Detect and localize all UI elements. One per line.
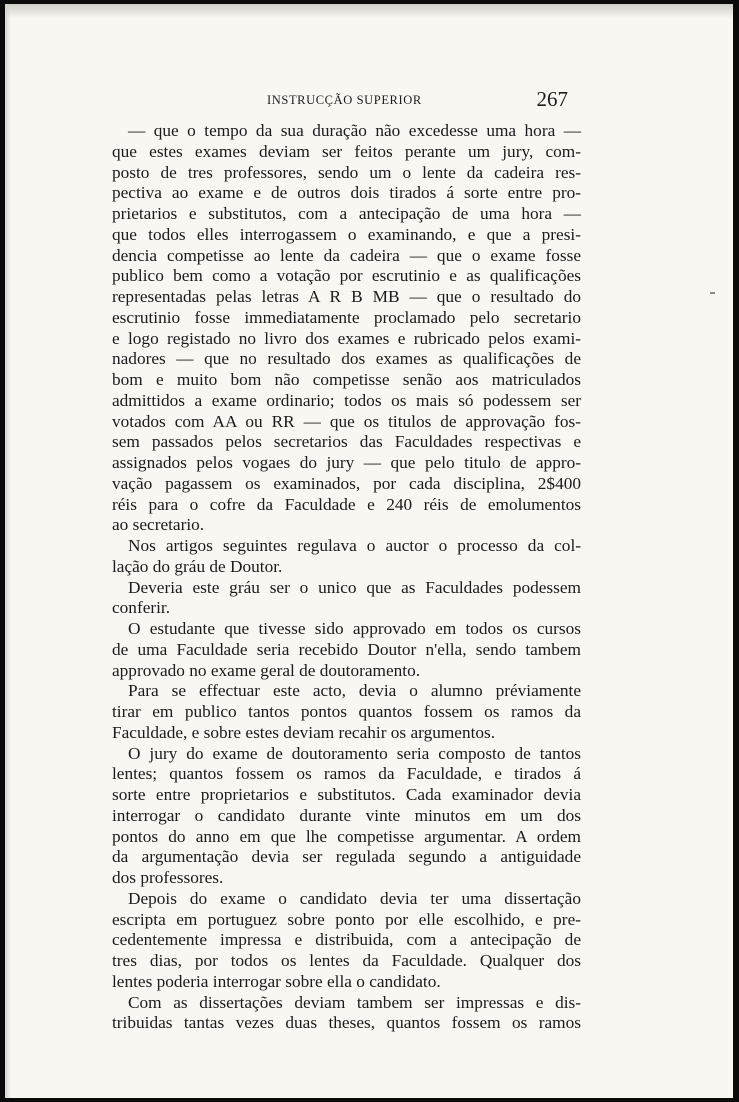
text-line: dencia competisse ao lente da cadeira — que o exame fosse [112, 245, 581, 265]
text-line: Nos artigos seguintes regulava o auctor o processo da col- [128, 536, 581, 555]
text-line: admittidos a exame ordinario; todos os mais só podessem ser [112, 390, 581, 410]
text-line: approvado no exame geral de doutoramento. [112, 660, 421, 680]
running-title: INSTRUCÇÃO SUPERIOR [267, 93, 422, 107]
text-line: assignados pelos vogaes do jury — que pelo titulo de appro- [112, 453, 581, 472]
text-line: — que o tempo da sua duração não excedesse uma hora — [128, 121, 581, 140]
text-line: Faculdade, e sobre estes deviam recahir os argumentos. [112, 722, 496, 742]
page-shadow-top [5, 4, 733, 18]
text-line: lentes poderia interrogar sobre ella o candidato. [112, 971, 441, 991]
text-line: tirar em publico tantos pontos quantos fossem os ramos da [112, 702, 581, 721]
text-line: escripta em portuguez sobre ponto por elle escolhido, e pre- [112, 909, 581, 929]
text-line: réis para o cofre da Faculdade e 240 réis de emolumentos [112, 494, 581, 514]
text-line: pectiva ao exame e de outros dois tirados á sorte entre pro- [112, 183, 581, 203]
page-header [111, 87, 590, 113]
margin-mark [710, 292, 715, 294]
text-line: que estes exames deviam ser feitos perante um jury, com- [112, 141, 581, 161]
text-line: tres dias, por todos os lentes da Faculdade. Qualquer dos [112, 951, 581, 970]
text-line: da argumentação devia ser regulada segundo a antiguidade [112, 847, 581, 867]
body-text [112, 121, 581, 1034]
text-line: dos professores. [112, 868, 224, 887]
text-line: Depois do exame o candidato devia ter uma dissertação [128, 888, 581, 908]
text-line: posto de tres professores, sendo um o lente da cadeira res- [112, 162, 581, 182]
text-line: vação pagassem os examinados, por cada disciplina, 2$400 [112, 473, 581, 493]
text-line: lentes; quantos fossem os ramos da Faculdade, e tirados á [112, 764, 581, 784]
text-line: publico bem como a votação por escrutinio e as qualificações [112, 266, 581, 286]
text-line: pontos do anno em que lhe competisse argumentar. A ordem [112, 826, 581, 846]
text-line: O estudante que tivesse sido approvado em todos os cursos [128, 619, 581, 638]
text-line: nadores — que no resultado dos exames as qualificações de [112, 349, 581, 369]
text-line: O jury do exame de doutoramento seria composto de tantos [128, 743, 581, 763]
text-line: prietarios e substitutos, com a antecipação de uma hora — [112, 204, 581, 223]
text-line: conferir. [112, 598, 171, 618]
text-line: Deveria este gráu ser o unico que as Faculdades podessem [128, 577, 581, 597]
text-line: lação do gráu de Doutor. [112, 556, 283, 576]
text-line: sem passados pelos secretarios das Faculdades respectivas e [112, 432, 581, 452]
text-line: ao secretario. [112, 515, 205, 535]
text-line: tribuidas tantas vezes duas theses, quantos fossem os ramos [112, 1013, 581, 1033]
text-line: votados com AA ou RR — que os titulos de approvação fos- [112, 411, 581, 431]
text-line: sorte entre proprietarios e substitutos. Cada examinador devia [112, 785, 581, 804]
text-line: que todos elles interrogassem o examinando, e que a presi- [112, 224, 581, 244]
text-line: interrogar o candidato durante vinte minutos em um dos [112, 805, 581, 825]
text-line: e logo registado no livro dos exames e rubricado pelos exami- [112, 328, 581, 348]
page-number: 267 [536, 87, 568, 111]
text-line: Com as dissertações deviam tambem ser impressas e dis- [128, 992, 581, 1012]
text-line: cedentemente impressa e distribuida, com a antecipação de [112, 930, 581, 950]
text-line: Para se effectuar este acto, devia o alumno préviamente [128, 681, 581, 701]
text-line: escrutinio fosse immediatamente proclamado pelo secretario [112, 307, 581, 327]
page-shadow-left [5, 4, 11, 1098]
text-line: de uma Faculdade seria recebido Doutor n'ella, sendo tambem [112, 639, 581, 659]
text-line: bom e muito bom não competisse senão aos matriculados [112, 370, 581, 389]
text-line: representadas pelas letras A R B MB — que o resultado do [112, 287, 581, 306]
